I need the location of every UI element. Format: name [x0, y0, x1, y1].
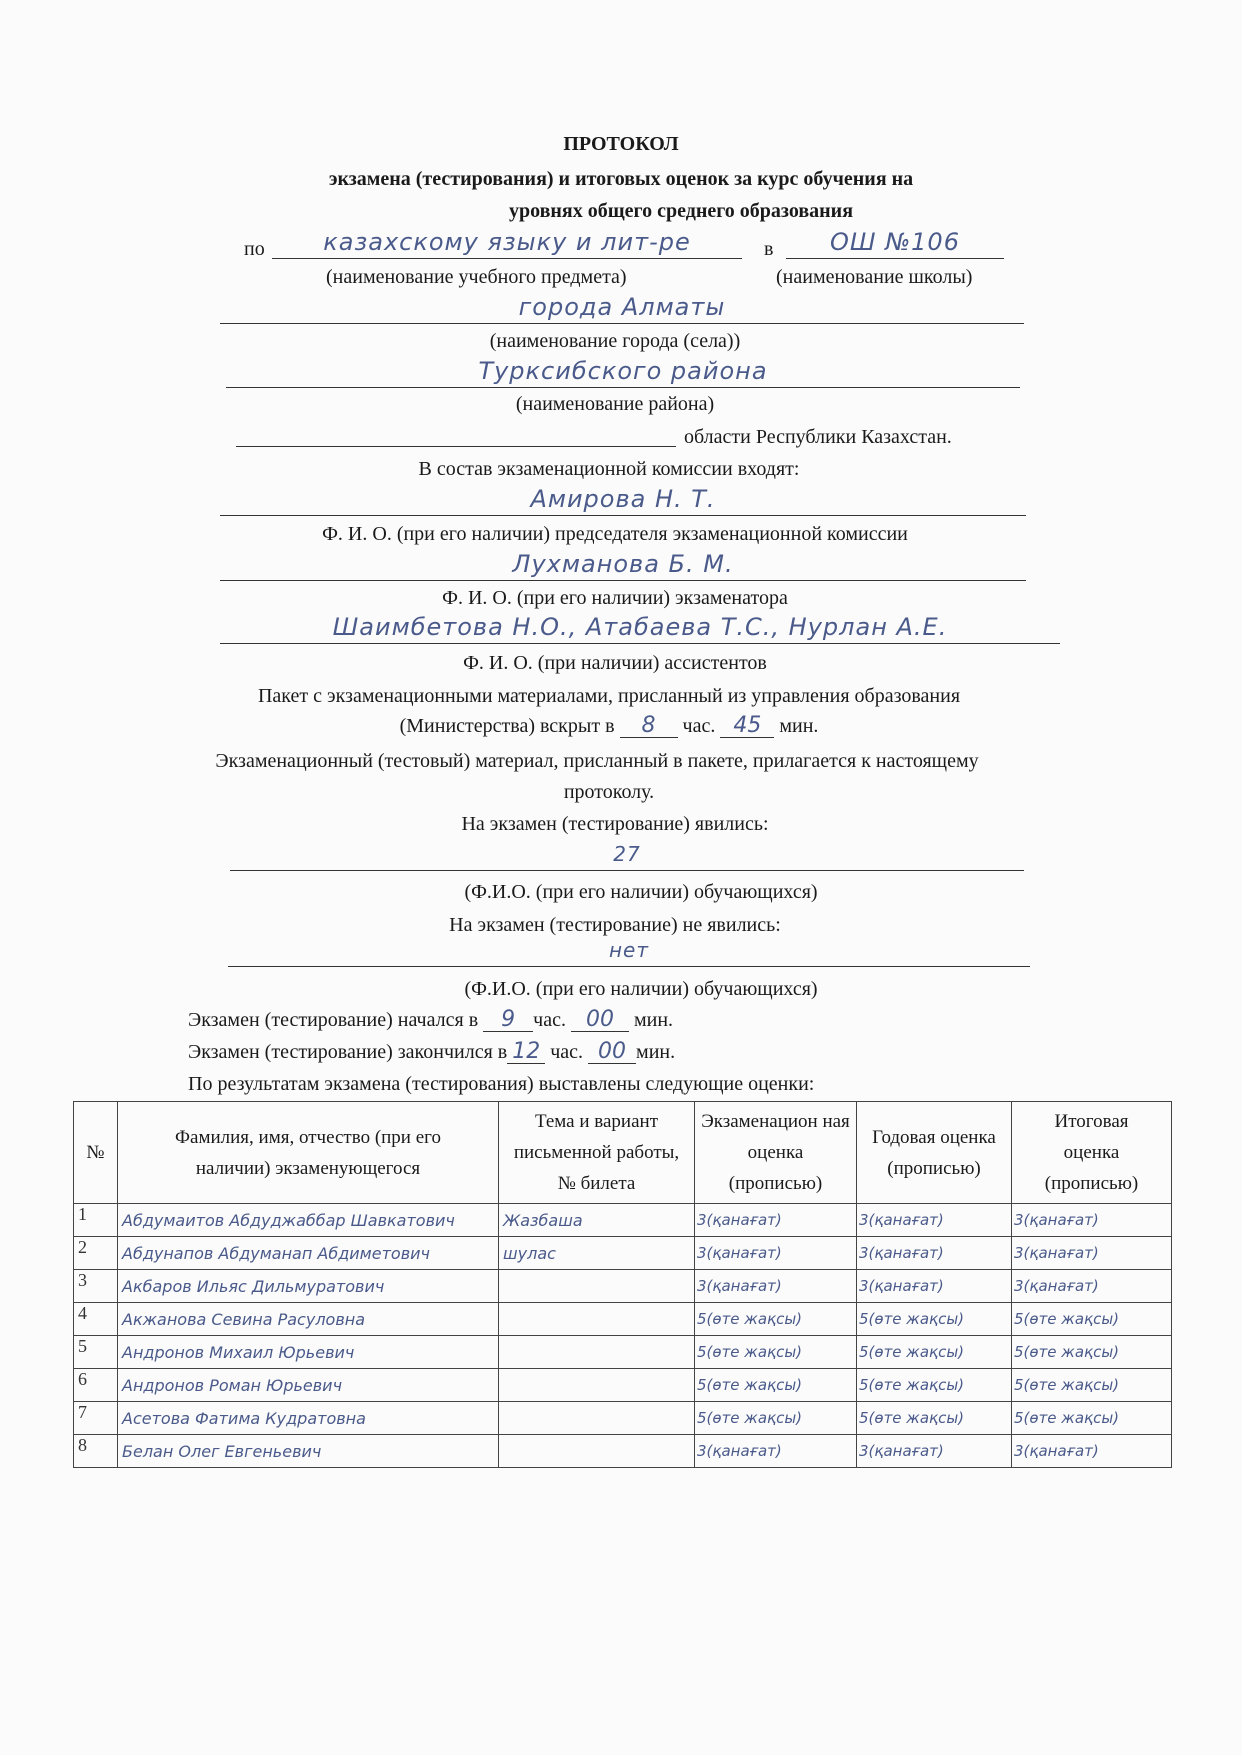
final-grade[interactable]: 3(қанағат) — [1012, 1435, 1172, 1468]
exam-grade[interactable]: 3(қанағат) — [695, 1204, 857, 1237]
end-min-word: мин. — [636, 1041, 676, 1063]
table-row — [74, 1402, 1172, 1435]
student-name[interactable]: Белан Олег Евгеньевич — [118, 1435, 499, 1468]
table-row — [74, 1237, 1172, 1270]
appeared-label: На экзамен (тестирование) явились: — [461, 813, 769, 835]
topic-cell[interactable]: шулас — [499, 1237, 695, 1270]
results-table — [73, 1101, 1172, 1468]
annual-grade[interactable]: 3(қанағат) — [857, 1237, 1012, 1270]
assistants-field[interactable]: Шаимбетова Н.О., Атабаева Т.С., Нурлан А.Е. — [220, 613, 1060, 644]
examiner-field[interactable]: Лухманова Б. М. — [220, 550, 1026, 581]
table-row — [74, 1303, 1172, 1336]
final-grade[interactable]: 3(қанағат) — [1012, 1237, 1172, 1270]
student-name[interactable]: Андронов Роман Юрьевич — [118, 1369, 499, 1402]
topic-cell[interactable] — [499, 1270, 695, 1303]
absent-field[interactable]: нет — [228, 936, 1030, 967]
col-header-exam-grade: Экзаменацион ная оценка (прописью) — [695, 1102, 857, 1204]
commission-intro: В состав экзаменационной комиссии входят: — [418, 458, 800, 480]
results-intro: По результатам экзамена (тестирования) выставлены следующие оценки: — [188, 1073, 815, 1095]
caption-appeared: (Ф.И.О. (при его наличии) обучающихся) — [464, 881, 818, 903]
topic-cell[interactable] — [499, 1336, 695, 1369]
po-label: по — [244, 238, 265, 260]
row-number: 7 — [74, 1402, 118, 1435]
start-hour-field[interactable]: 9 — [483, 1009, 533, 1032]
col-header-number: № — [74, 1102, 118, 1204]
caption-subject: (наименование учебного предмета) — [326, 266, 627, 288]
annual-grade[interactable]: 5(өте жақсы) — [857, 1369, 1012, 1402]
start-min-word: мин. — [633, 1009, 674, 1031]
student-name[interactable]: Акжанова Севина Расуловна — [118, 1303, 499, 1336]
exam-grade[interactable]: 5(өте жақсы) — [695, 1336, 857, 1369]
annual-grade[interactable]: 3(қанағат) — [857, 1204, 1012, 1237]
final-grade[interactable]: 5(өте жақсы) — [1012, 1402, 1172, 1435]
start-min-field[interactable]: 00 — [571, 1009, 629, 1032]
annual-grade[interactable]: 5(өте жақсы) — [857, 1336, 1012, 1369]
final-grade[interactable]: 5(өте жақсы) — [1012, 1336, 1172, 1369]
school-field[interactable]: ОШ №106 — [786, 228, 1004, 259]
subject-field[interactable]: казахскому языку и лит-ре — [272, 228, 742, 259]
table-row — [74, 1204, 1172, 1237]
table-row — [74, 1270, 1172, 1303]
end-line — [188, 1041, 675, 1064]
package-line2 — [0, 715, 1230, 738]
exam-grade[interactable]: 3(қанағат) — [695, 1435, 857, 1468]
end-hour-field[interactable]: 12 — [507, 1041, 545, 1064]
topic-cell[interactable] — [499, 1402, 695, 1435]
caption-city: (наименование города (села)) — [489, 330, 741, 352]
col-header-topic: Тема и вариант письменной работы, № билета — [499, 1102, 695, 1204]
table-row — [74, 1435, 1172, 1468]
package-prefix: (Министерства) вскрыт в — [399, 715, 615, 737]
topic-cell[interactable] — [499, 1435, 695, 1468]
annual-grade[interactable]: 5(өте жақсы) — [857, 1303, 1012, 1336]
row-number: 6 — [74, 1369, 118, 1402]
region-suffix: области Республики Казахстан. — [684, 426, 952, 448]
material-line2: протоколу. — [563, 781, 655, 803]
student-name[interactable]: Андронов Михаил Юрьевич — [118, 1336, 499, 1369]
v-label: в — [764, 238, 774, 260]
caption-examiner: Ф. И. О. (при его наличии) экзаменатора — [442, 587, 788, 609]
region-field[interactable] — [236, 418, 676, 447]
hour-word: час. — [682, 715, 716, 737]
col-header-name: Фамилия, имя, отчество (при его наличии) экзаменующегося — [118, 1102, 499, 1204]
col-header-final-grade: Итоговая оценка (прописью) — [1012, 1102, 1172, 1204]
caption-school: (наименование школы) — [776, 266, 973, 288]
package-hour-field[interactable]: 8 — [620, 715, 678, 738]
city-field[interactable]: города Алматы — [220, 293, 1024, 324]
table-header-row — [74, 1102, 1172, 1204]
final-grade[interactable]: 5(өте жақсы) — [1012, 1369, 1172, 1402]
row-number: 3 — [74, 1270, 118, 1303]
document-title: ПРОТОКОЛ — [563, 133, 679, 155]
topic-cell[interactable]: Жазбаша — [499, 1204, 695, 1237]
caption-chairman: Ф. И. О. (при его наличии) председателя экзаменационной комиссии — [322, 523, 908, 545]
document-subtitle-line1: экзамена (тестирования) и итоговых оценок за курс обучения на — [328, 168, 914, 190]
table-row — [74, 1336, 1172, 1369]
final-grade[interactable]: 3(қанағат) — [1012, 1204, 1172, 1237]
student-name[interactable]: Асетова Фатима Кудратовна — [118, 1402, 499, 1435]
min-word: мин. — [779, 715, 819, 737]
end-hour-word: час. — [550, 1041, 584, 1063]
absent-label: На экзамен (тестирование) не явились: — [449, 914, 781, 936]
student-name[interactable]: Абдунапов Абдуманап Абдиметович — [118, 1237, 499, 1270]
student-name[interactable]: Абдумаитов Абдуджаббар Шавкатович — [118, 1204, 499, 1237]
annual-grade[interactable]: 5(өте жақсы) — [857, 1402, 1012, 1435]
appeared-field[interactable]: 27 — [230, 840, 1024, 871]
start-hour-word: час. — [533, 1009, 566, 1031]
exam-grade[interactable]: 5(өте жақсы) — [695, 1402, 857, 1435]
row-number: 5 — [74, 1336, 118, 1369]
end-min-field[interactable]: 00 — [588, 1041, 636, 1064]
package-min-field[interactable]: 45 — [720, 715, 774, 738]
annual-grade[interactable]: 3(қанағат) — [857, 1270, 1012, 1303]
row-number: 1 — [74, 1204, 118, 1237]
annual-grade[interactable]: 3(қанағат) — [857, 1435, 1012, 1468]
start-prefix: Экзамен (тестирование) начался в — [188, 1009, 479, 1031]
row-number: 8 — [74, 1435, 118, 1468]
caption-absent: (Ф.И.О. (при его наличии) обучающихся) — [464, 978, 818, 1000]
document-subtitle-line2: уровнях общего среднего образования — [508, 200, 854, 222]
material-line1: Экзаменационный (тестовый) материал, присланный в пакете, прилагается к настоящему — [215, 750, 979, 772]
topic-cell[interactable] — [499, 1303, 695, 1336]
exam-grade[interactable]: 3(қанағат) — [695, 1270, 857, 1303]
start-line — [188, 1009, 673, 1032]
col-header-annual-grade: Годовая оценка (прописью) — [857, 1102, 1012, 1204]
end-prefix: Экзамен (тестирование) закончился в — [188, 1041, 508, 1063]
topic-cell[interactable] — [499, 1369, 695, 1402]
student-name[interactable]: Акбаров Ильяс Дильмуратович — [118, 1270, 499, 1303]
row-number: 4 — [74, 1303, 118, 1336]
exam-grade[interactable]: 5(өте жақсы) — [695, 1303, 857, 1336]
exam-grade[interactable]: 5(өте жақсы) — [695, 1369, 857, 1402]
row-number: 2 — [74, 1237, 118, 1270]
final-grade[interactable]: 3(қанағат) — [1012, 1270, 1172, 1303]
table-row — [74, 1369, 1172, 1402]
district-field[interactable]: Турксибского района — [226, 357, 1020, 388]
exam-grade[interactable]: 3(қанағат) — [695, 1237, 857, 1270]
package-line1: Пакет с экзаменационными материалами, присланный из управления образования — [257, 685, 961, 707]
caption-district: (наименование района) — [515, 393, 715, 415]
caption-assistants: Ф. И. О. (при наличии) ассистентов — [463, 652, 767, 674]
final-grade[interactable]: 5(өте жақсы) — [1012, 1303, 1172, 1336]
chairman-field[interactable]: Амирова Н. Т. — [220, 485, 1026, 516]
